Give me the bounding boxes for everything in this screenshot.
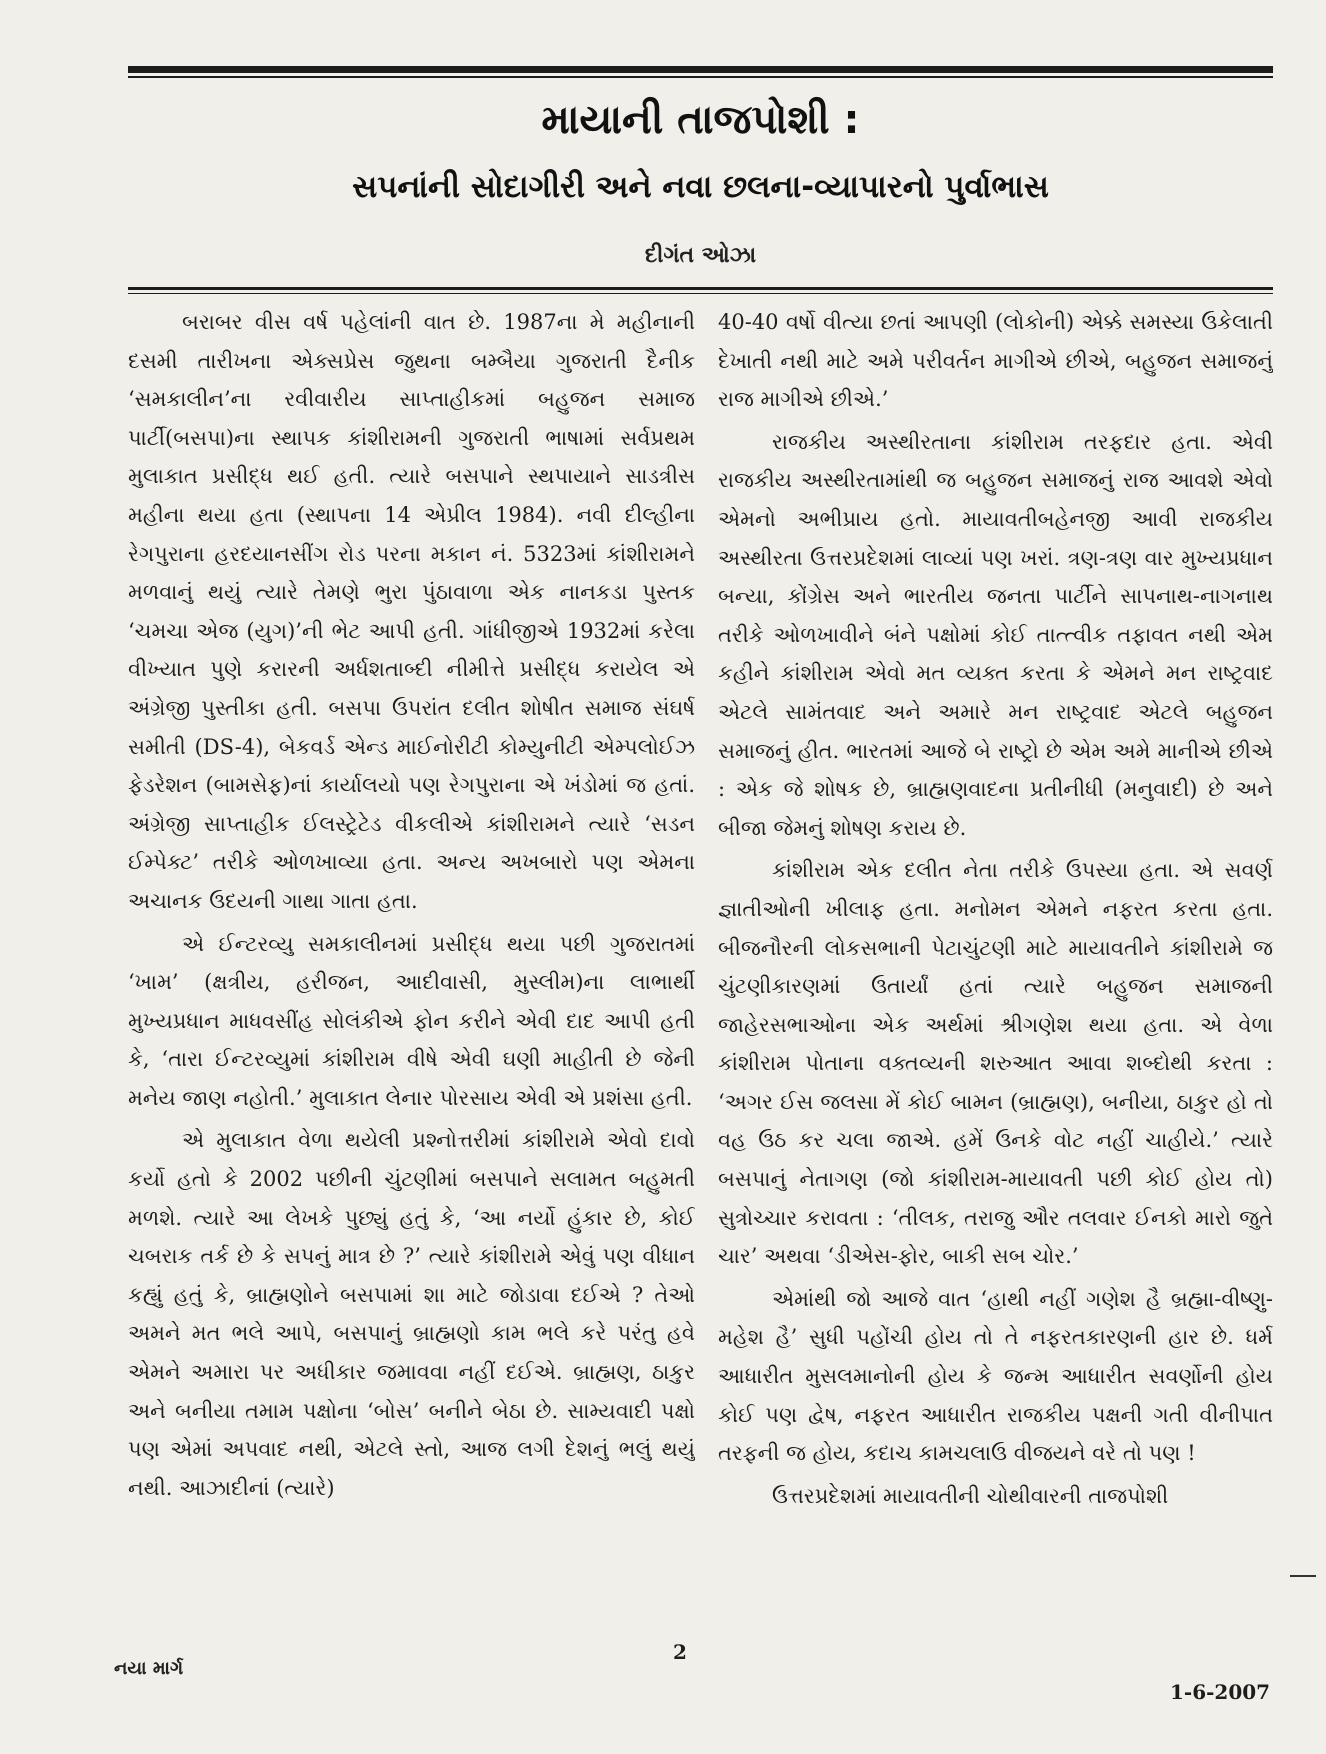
article-title: માયાની તાજપોશી :	[541, 97, 860, 143]
paragraph: ઉત્તરપ્રદેશમાં માયાવતીની ચોથીવારની તાજપોશી	[772, 1483, 1169, 1508]
header-thin-rule	[128, 76, 1273, 78]
margin-mark	[1290, 1575, 1316, 1577]
issue-date: 1-6-2007	[1170, 1680, 1271, 1704]
paragraph: એમાંથી જો આજે વાત ‘હાથી નહીં ગણેશ હૈ બ્રહ્મા-વીષ્ણુ-મહેશ હૈ’ સુધી પહોંચી હોય તો તે નફરતકારણની હાર છે. ધર્મ આધારીત મુસલમાનોની હોય કે જન્મ આધારીત સવર્ણોની હોય કોઈ પણ દ્વેષ, નફરત આધારીત રાજકીય પક્ષની ગતી વીનીપાત તરફની જ હોય, કદાચ કામચલાઉ વીજયને વરે તો પણ !	[718, 1286, 1273, 1466]
paragraph: કાંશીરામ એક દલીત નેતા તરીકે ઉપસ્યા હતા. એ સવર્ણ જ્ઞાતીઓની ખીલાફ હતા. મનોમન એમને નફરત કરતા હતા. બીજનૌરની લોકસભાની પેટાચુંટણી માટે માયાવતીને કાંશીરામે જ ચુંટણીકારણમાં ઉતાર્યાં હતાં ત્યારે બહુજન સમાજની જાહેરસભાઓના એક અર્થમાં શ્રીગણેશ થયા હતા. એ વેળા કાંશીરામ પોતાના વક્તવ્યની શરુઆત આવા શબ્દોથી કરતા : ‘અગર ઈસ જલસા મેં કોઈ બામન (બ્રાહ્મણ), બનીયા, ઠાકુર હો તો વહ ઉઠ કર ચલા જાએ. હમેં ઉનકે વોટ નહીં ચાહીયે.’ ત્યારે બસપાનું નેતાગણ (જો કાંશીરામ-માયાવતી પછી કોઈ હોય તો) સુત્રોચ્ચાર કરાવતા : ‘તીલક, તરાજુ ઔર તલવાર ઈનકો મારો જુતે ચાર’ અથવા ‘ડીએસ-ફોર, બાકી સબ ચોર.’	[718, 858, 1273, 1269]
byline-thick-rule	[128, 287, 1273, 290]
paragraph: એ ઈન્ટરવ્યુ સમકાલીનમાં પ્રસીદ્ધ થયા પછી ગુજરાતમાં ‘ખામ’ (ક્ષત્રીય, હરીજન, આદીવાસી, મુસ્લીમ)ના લાભાર્થી મુખ્યપ્રધાન માધવસીંહ સોલંકીએ ફોન કરીને એવી દાદ આપી હતી કે, ‘તારા ઈન્ટરવ્યુમાં કાંશીરામ વીષે એવી ઘણી માહીતી છે જેની મનેય જાણ નહોતી.’ મુલાકાત લેનાર પોરસાય એવી એ પ્રશંસા હતી.	[128, 931, 695, 1110]
paragraph: બરાબર વીસ વર્ષ પહેલાંની વાત છે. 1987ના મે મહીનાની દસમી તારીખના એક્સપ્રેસ જુથના બમ્બૈયા ગુજરાતી દૈનીક ‘સમકાલીન’ના રવીવારીય સાપ્તાહીકમાં બહુજન સમાજ પાર્ટી(બસપા)ના સ્થાપક કાંશીરામની ગુજરાતી ભાષામાં સર્વપ્રથમ મુલાકાત પ્રસીદ્ધ થઈ હતી. ત્યારે બસપાને સ્થપાયાને સાડત્રીસ મહીના થયા હતા (સ્થાપના 14 એપ્રીલ 1984). નવી દીલ્હીના રેગપુરાના હરદયાનસીંગ રોડ પરના મકાન નં. 5323માં કાંશીરામને મળવાનું થયું ત્યારે તેમણે ભુરા પુંઠાવાળા એક નાનકડા પુસ્તક ‘ચમચા એજ (યુગ)’ની ભેટ આપી હતી. ગાંધીજીએ 1932માં કરેલા વીખ્યાત પુણે કરારની અર્ધશતાબ્દી નીમીત્તે પ્રસીદ્ધ કરાયેલ એ અંગ્રેજી પુસ્તીકા હતી. બસપા ઉપરાંત દલીત શોષીત સમાજ સંઘર્ષ સમીતી (DS-4), બેકવર્ડ એન્ડ માઈનોરીટી કોમ્યુનીટી એમ્પલોઈઝ ફેડરેશન (બામસેફ)નાં કાર્યાલયો પણ રેગપુરાના એ ખંડોમાં જ હતાં. અંગ્રેજી સાપ્તાહીક ઈલસ્ટ્રેટેડ વીકલીએ કાંશીરામને ત્યારે ‘સડન ઈમ્પેક્ટ’ તરીકે ઓળખાવ્યા હતા. અન્ય અખબારો પણ એમના અચાનક ઉદયની ગાથા ગાતા હતા.	[128, 310, 695, 913]
byline-thin-rule	[128, 293, 1273, 294]
paragraph: 40-40 વર્ષો વીત્યા છતાં આપણી (લોકોની) એક્કે સમસ્યા ઉકેલાતી દેખાતી નથી માટે અમે પરીવર્તન માગીએ છીએ, બહુજન સમાજનું રાજ માગીએ છીએ.’	[718, 310, 1273, 412]
left-column	[128, 303, 695, 1628]
article-author: દીગંત ઓઝા	[644, 243, 757, 268]
page-number: 2	[673, 1640, 687, 1664]
right-column	[718, 303, 1273, 1628]
paragraph: એ મુલાકાત વેળા થયેલી પ્રશ્નોત્તરીમાં કાંશીરામે એવો દાવો કર્યો હતો કે 2002 પછીની ચુંટણીમાં બસપાને સલામત બહુમતી મળશે. ત્યારે આ લેખકે પુછ્યું હતું કે, ‘આ નર્યો હુંકાર છે, કોઈ ચબરાક તર્ક છે કે સપનું માત્ર છે ?’ ત્યારે કાંશીરામે એવું પણ વીધાન કહ્યું હતું કે, બ્રાહ્મણોને બસપામાં શા માટે જોડાવા દઈએ ? તેઓ અમને મત ભલે આપે, બસપાનું બ્રાહ્મણો કામ ભલે કરે પરંતુ હવે એમને અમારા પર અધીકાર જમાવવા નહીં દઈએ. બ્રાહ્મણ, ઠાકુર અને બનીયા તમામ પક્ષોના ‘બોસ’ બનીને બેઠા છે. સામ્યવાદી પક્ષો પણ એમાં અપવાદ નથી, એટલે સ્તો, આજ લગી દેશનું ભલું થયું નથી. આઝાદીનાં (ત્યારે)	[128, 1128, 695, 1500]
article-subtitle: સપનાંની સોદાગીરી અને નવા છલના-વ્યાપારનો પુર્વાભાસ	[352, 169, 1049, 205]
publication-name: નયા માર્ગ	[114, 1658, 184, 1679]
paragraph: રાજકીય અસ્થીરતાના કાંશીરામ તરફદાર હતા. એવી રાજકીય અસ્થીરતામાંથી જ બહુજન સમાજનું રાજ આવશે એવો એમનો અભીપ્રાય હતો. માયાવતીબહેનજી આવી રાજકીય અસ્થીરતા ઉત્તરપ્રદેશમાં લાવ્યાં પણ ખરાં. ત્રણ-ત્રણ વાર મુખ્યપ્રધાન બન્યા, કોંગ્રેસ અને ભારતીય જનતા પાર્ટીને સાપનાથ-નાગનાથ તરીકે ઓળખાવીને બંને પક્ષોમાં કોઈ તાત્ત્વીક તફાવત નથી એમ કહીને કાંશીરામ એવો મત વ્યક્ત કરતા કે એમને મન રાષ્ટ્રવાદ એટલે સામંતવાદ અને અમારે મન રાષ્ટ્રવાદ એટલે બહુજન સમાજનું હીત. ભારતમાં આજે બે રાષ્ટ્રો છે એમ અમે માનીએ છીએ : એક જે શોષક છે, બ્રાહ્મણવાદના પ્રતીનીધી (મનુવાદી) છે અને બીજા જેમનું શોષણ કરાય છે.	[718, 429, 1273, 840]
header-thick-rule	[128, 66, 1273, 73]
